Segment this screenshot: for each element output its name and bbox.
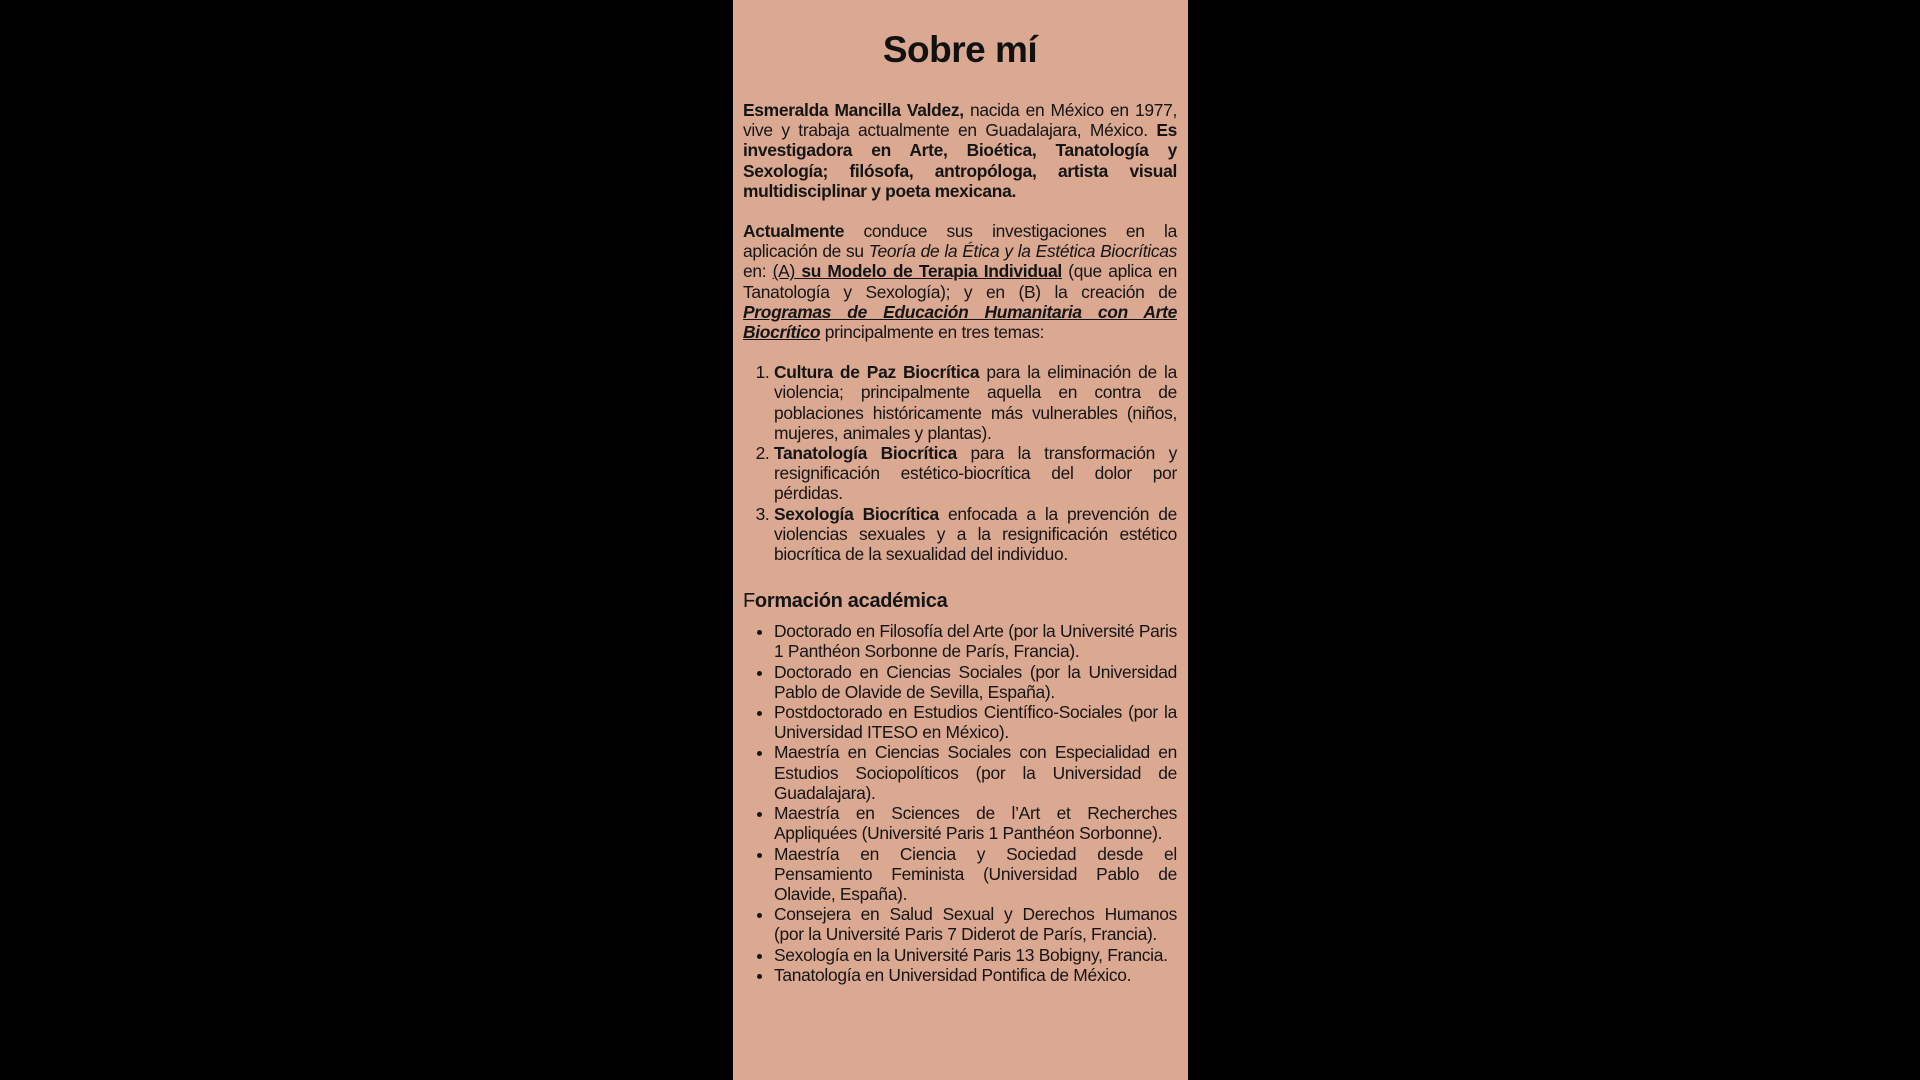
topic-text: enfocada a la prevención de violencias sexuales y a la resignificación estético biocrítica de la sexualidad del individuo. bbox=[774, 503, 1177, 565]
list-item: • Maestría en Sciences de l’Art et Recherches Appliquées (Université Paris 1 Panthéon Sorbonne). bbox=[774, 803, 1177, 843]
list-item: • Consejera en Salud Sexual y Derechos Humanos (por la Université Paris 7 Diderot de París, Francia). bbox=[774, 904, 1177, 944]
education-programs: Programas de Educación Humanitaria con Arte Biocrítico bbox=[743, 301, 1177, 343]
current-text-3: (que aplica en Tanatología y Sexología); y en (B) la creación de bbox=[743, 261, 1177, 302]
topic-name: Tanatología Biocrítica bbox=[774, 443, 957, 464]
list-item: • Sexología en la Université Paris 13 Bobigny, Francia. bbox=[774, 945, 1177, 965]
intro-bold-text: Es investigadora en Arte, Bioética, Tanatología y Sexología; filósofa, antropóloga, artista visual multidisciplinar y poeta mexicana. bbox=[743, 120, 1177, 201]
topic-name: Cultura de Paz Biocrítica bbox=[774, 362, 980, 383]
intro-paragraph bbox=[743, 100, 1177, 201]
list-item: • Doctorado en Filosofía del Arte (por la Université Paris 1 Panthéon Sorbonne de París, Francia). bbox=[774, 621, 1177, 661]
education-heading-initial: F bbox=[743, 590, 755, 613]
education-heading bbox=[743, 589, 1177, 613]
list-item bbox=[774, 362, 1177, 443]
education-list bbox=[743, 621, 1177, 985]
education-heading-rest: ormación académica bbox=[754, 590, 948, 613]
list-item: • Postdoctorado en Estudios Científico-Sociales (por la Universidad ITESO en México). bbox=[774, 702, 1177, 742]
topic-name: Sexología Biocrítica bbox=[774, 503, 939, 524]
topics-list bbox=[743, 362, 1177, 564]
current-lead: Actualmente bbox=[743, 221, 845, 242]
list-item: • Tanatología en Universidad Pontifica de México. bbox=[774, 965, 1177, 985]
marker-a: (A) bbox=[772, 261, 795, 282]
topic-text: para la eliminación de la violencia; principalmente aquella en contra de poblaciones históricamente más vulnerables (niños, mujeres, animales y plantas). bbox=[774, 362, 1177, 443]
list-item bbox=[774, 443, 1177, 504]
current-text-4: principalmente en tres temas: bbox=[820, 322, 1045, 343]
list-item bbox=[774, 504, 1177, 565]
topic-text: para la transformación y resignificación estético-biocrítica del dolor por pérdidas. bbox=[774, 443, 1177, 504]
list-item: • Maestría en Ciencias Sociales con Especialidad en Estudios Sociopolíticos (por la Universidad de Guadalajara). bbox=[774, 742, 1177, 803]
list-item: • Maestría en Ciencia y Sociedad desde el Pensamiento Feminista (Universidad Pablo de Olavide, España). bbox=[774, 844, 1177, 905]
author-name: Esmeralda Mancilla Valdez, bbox=[743, 100, 964, 120]
intro-text: nacida en México en 1977, vive y trabaja actualmente en Guadalajara, México. bbox=[743, 100, 1177, 141]
therapy-model: su Modelo de Terapia Individual bbox=[794, 261, 1062, 282]
page-title: Sobre mí bbox=[882, 29, 1038, 70]
current-text-2: en: bbox=[743, 261, 773, 282]
theory-name: Teoría de la Ética y la Estética Biocríticas bbox=[868, 241, 1177, 262]
list-item: • Doctorado en Ciencias Sociales (por la Universidad Pablo de Olavide de Sevilla, España). bbox=[774, 662, 1177, 702]
current-work-paragraph bbox=[743, 221, 1177, 342]
document-page bbox=[733, 0, 1188, 1080]
current-text-1: conduce sus investigaciones en la aplicación de su bbox=[743, 221, 1177, 262]
